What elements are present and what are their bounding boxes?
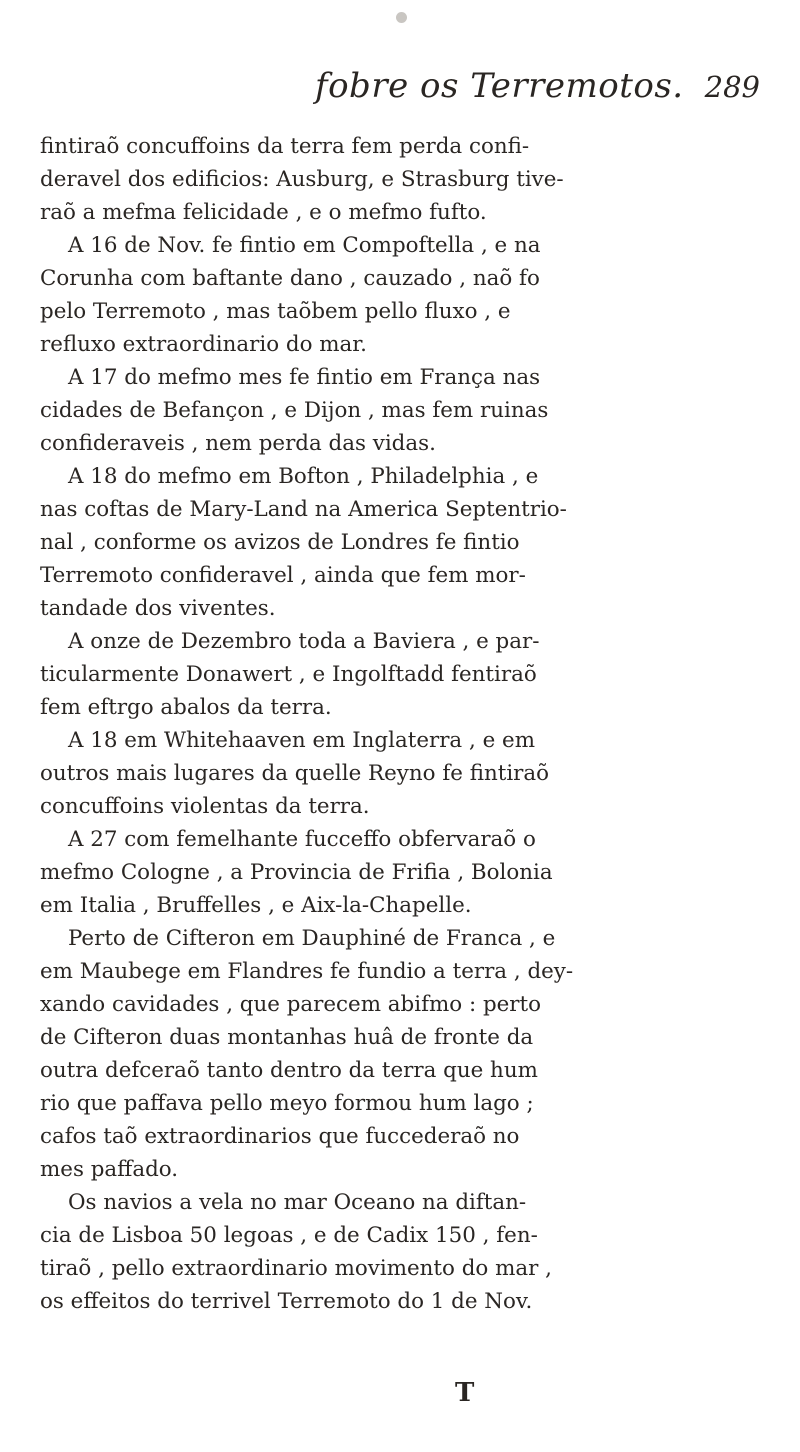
text-line: de Cifteron duas montanhas huâ de fronte da [40, 1025, 534, 1050]
text-line: nas coftas de Mary-Land na America Septentrio- [40, 497, 567, 522]
text-line: mefmo Cologne , a Provincia de Frifia , Bolonia [40, 860, 553, 885]
page-mark-dot [396, 12, 407, 23]
text-line: cidades de Befançon , e Dijon , mas fem ruinas [40, 398, 549, 423]
text-line: pelo Terremoto , mas taõbem pello fluxo , e [40, 299, 511, 324]
text-line: cia de Lisboa 50 legoas , e de Cadix 150 , fen- [40, 1223, 538, 1248]
text-line: concuffoins violentas da terra. [40, 794, 370, 819]
text-line: A 27 com femelhante fucceffo obfervaraõ o [68, 827, 536, 852]
text-line: fem eftrgo abalos da terra. [40, 695, 332, 720]
body-text [40, 130, 776, 1318]
signature-mark: T [455, 1378, 475, 1408]
text-line: Corunha com baftante dano , cauzado , naõ fo [40, 266, 540, 291]
text-line: A 16 de Nov. fe fintio em Compoftella , e na [68, 233, 541, 258]
text-line: rio que paffava pello meyo formou hum lago ; [40, 1091, 534, 1116]
text-line: deravel dos edificios: Ausburg, e Strasburg tive- [40, 167, 564, 192]
running-title: fobre os Terremotos. [315, 66, 684, 106]
text-line: em Italia , Bruffelles , e Aix-la-Chapelle. [40, 893, 472, 918]
text-line: Os navios a vela no mar Oceano na diftan- [68, 1190, 527, 1215]
text-line: tandade dos viventes. [40, 596, 276, 621]
text-line: em Maubege em Flandres fe fundio a terra , dey- [40, 959, 574, 984]
text-line: Terremoto confideravel , ainda que fem mor- [40, 563, 526, 588]
text-line: A 17 do mefmo mes fe fintio em França nas [68, 365, 541, 390]
text-line: Perto de Cifteron em Dauphiné de Franca , e [68, 926, 556, 951]
page-number: 289 [704, 70, 760, 104]
text-line: ticularmente Donawert , e Ingolftadd fentiraõ [40, 662, 537, 687]
text-line: fintiraõ concuffoins da terra fem perda confi- [40, 134, 530, 159]
text-line: tiraõ , pello extraordinario movimento do mar , [40, 1256, 552, 1281]
text-line: outros mais lugares da quelle Reyno fe fintiraõ [40, 761, 550, 786]
text-line: A 18 do mefmo em Bofton , Philadelphia , e [68, 464, 539, 489]
text-line: outra defceraõ tanto dentro da terra que hum [40, 1058, 538, 1083]
text-line: raõ a mefma felicidade , e o mefmo fufto. [40, 200, 487, 225]
text-line: mes paffado. [40, 1157, 179, 1182]
page-header [40, 66, 780, 126]
text-line: A onze de Dezembro toda a Baviera , e par- [68, 629, 540, 654]
text-line: A 18 em Whitehaaven em Inglaterra , e em [68, 728, 535, 753]
text-line: os effeitos do terrivel Terremoto do 1 de Nov. [40, 1289, 533, 1314]
text-line: cafos taõ extraordinarios que fuccederaõ no [40, 1124, 520, 1149]
text-line: xando cavidades , que parecem abifmo : perto [40, 992, 541, 1017]
text-line: nal , conforme os avizos de Londres fe fintio [40, 530, 520, 555]
text-line: refluxo extraordinario do mar. [40, 332, 367, 357]
text-line: confideraveis , nem perda das vidas. [40, 431, 436, 456]
